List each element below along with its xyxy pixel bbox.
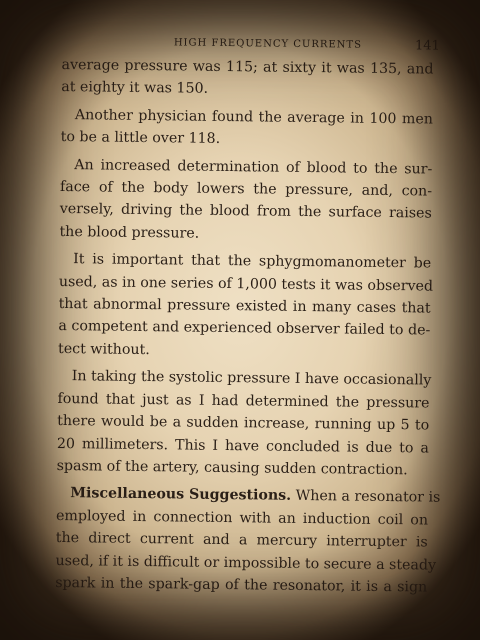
text-line: a competent and experienced observer failed to de- [58,318,431,339]
paragraph-2 [61,104,434,153]
body-text [55,54,441,599]
text-line: the direct current and a mercury interrupter is [55,530,428,551]
text-line: Another physician found the average in 100 men [74,106,434,128]
running-head [62,30,440,59]
text-line: It is important that the sphygmomanometer be [73,251,432,272]
text-line-rest: When a resonator is [295,488,441,506]
text-line: versely, driving the blood from the surface raises [59,201,432,222]
text-line: found that just as I had determined the pressure [57,390,430,412]
paragraph-4 [58,248,434,365]
paragraph-5 [57,365,430,482]
paragraph-3 [59,154,432,248]
text-line: there would be a sudden increase, running up 5 to [57,413,430,434]
section-heading: Miscellaneous Suggestions. [70,485,292,505]
text-line: tect without. [58,340,150,358]
paragraph-1 [61,54,434,103]
text-line: employed in connection with an induction coil on [55,507,429,529]
text-line: spark in the spark-gap of the resonator, it is a sign [55,574,428,596]
paragraph-6 [55,482,441,599]
text-line: used, as in one series of 1,000 tests it was observed [58,273,434,295]
text-line: spasm of the artery, causing sudden contraction. [56,457,408,479]
text-line: used, if it is difficult or impossible to secure a steady [55,552,437,574]
text-line: average pressure was 115; at sixty it was 135, and [61,56,434,78]
text-line: to be a little over 118. [60,129,221,148]
text-line: the blood pressure. [59,223,200,242]
running-head-title: HIGH FREQUENCY CURRENTS [173,37,363,51]
text-line: at eighty it was 150. [61,79,209,98]
text-line: face of the body lowers the pressure, and, con- [59,179,433,200]
text-line: 20 millimeters. This I have concluded is due to a [56,435,430,457]
book-page [55,30,441,604]
text-line: An increased determination of blood to the sur- [74,156,433,178]
text-line: that abnormal pressure existed in many cases that [58,296,431,317]
page-number: 141 [414,38,440,54]
text-line: In taking the systolic pressure I have occasionally [71,368,432,389]
